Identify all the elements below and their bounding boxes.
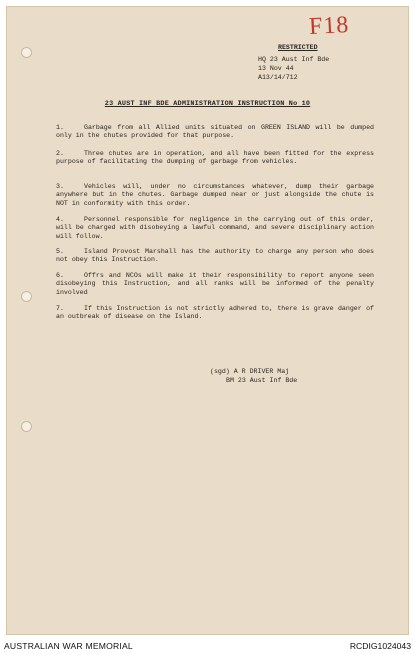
paragraph [56, 183, 374, 208]
paragraph-text: Offrs and NCOs will make it their responsibility to report anyone seen disobeying this Instruction, and all ranks will be informed of the penalty involved [56, 272, 374, 296]
paragraph [56, 248, 374, 265]
paragraph-text: Three chutes are in operation, and all have been fitted for the express purpose of facilitating the dumping of garbage from vehicles. [56, 150, 374, 166]
punch-hole-bottom [21, 421, 32, 432]
paragraph-number: 2. [56, 150, 64, 157]
punch-hole-top [21, 47, 32, 58]
header-line: 13 Nov 44 [258, 65, 294, 72]
header-line: A13/14/712 [258, 74, 298, 81]
archive-name: AUSTRALIAN WAR MEMORIAL [4, 641, 133, 651]
archive-footer [0, 637, 415, 654]
classification-label: RESTRICTED [278, 44, 318, 51]
paragraph-number: 4. [56, 216, 64, 223]
signature-name: (sgd) A R DRIVER Maj [210, 368, 290, 375]
document-title: 23 AUST INF BDE ADMINISTRATION INSTRUCTION No 10 [104, 100, 311, 108]
signature-appointment: BM 23 Aust Inf Bde [226, 377, 298, 384]
paragraph-number: 7. [56, 305, 64, 312]
paragraph-number: 3. [56, 183, 64, 190]
archive-reference: RCDIG1024043 [349, 641, 411, 651]
paragraph [56, 124, 374, 141]
paragraph-text: Personnel responsible for negligence in the carrying out of this order, will be charged with disobeying a lawful command, and severe disciplinary action will follow. [56, 216, 374, 240]
paragraph-text: Vehicles will, under no circumstances whatever, dump their garbage anywhere but in the chutes. Garbage dumped near or just alongside the chute is NOT in conformity with this order. [56, 183, 374, 207]
paragraph [56, 305, 374, 322]
paragraph-text: Garbage from all Allied units situated on GREEN ISLAND will be dumped only in the chutes provided for that purpose. [56, 124, 374, 140]
paragraph-text: If this Instruction is not strictly adhered to, there is grave danger of an outbreak of disease on the Island. [56, 305, 374, 321]
paragraph-number: 1. [56, 124, 64, 131]
paragraph [56, 272, 374, 297]
paragraph-text: Island Provost Marshall has the authority to charge any person who does not obey this Instruction. [56, 248, 374, 264]
paragraph [56, 216, 374, 241]
header-line: HQ 23 Aust Inf Bde [258, 56, 330, 63]
paragraph [56, 150, 374, 167]
punch-hole-middle [21, 291, 32, 302]
paragraph-number: 6. [56, 272, 64, 279]
paragraph-number: 5. [56, 248, 64, 255]
file-stamp: F18 [308, 11, 350, 41]
